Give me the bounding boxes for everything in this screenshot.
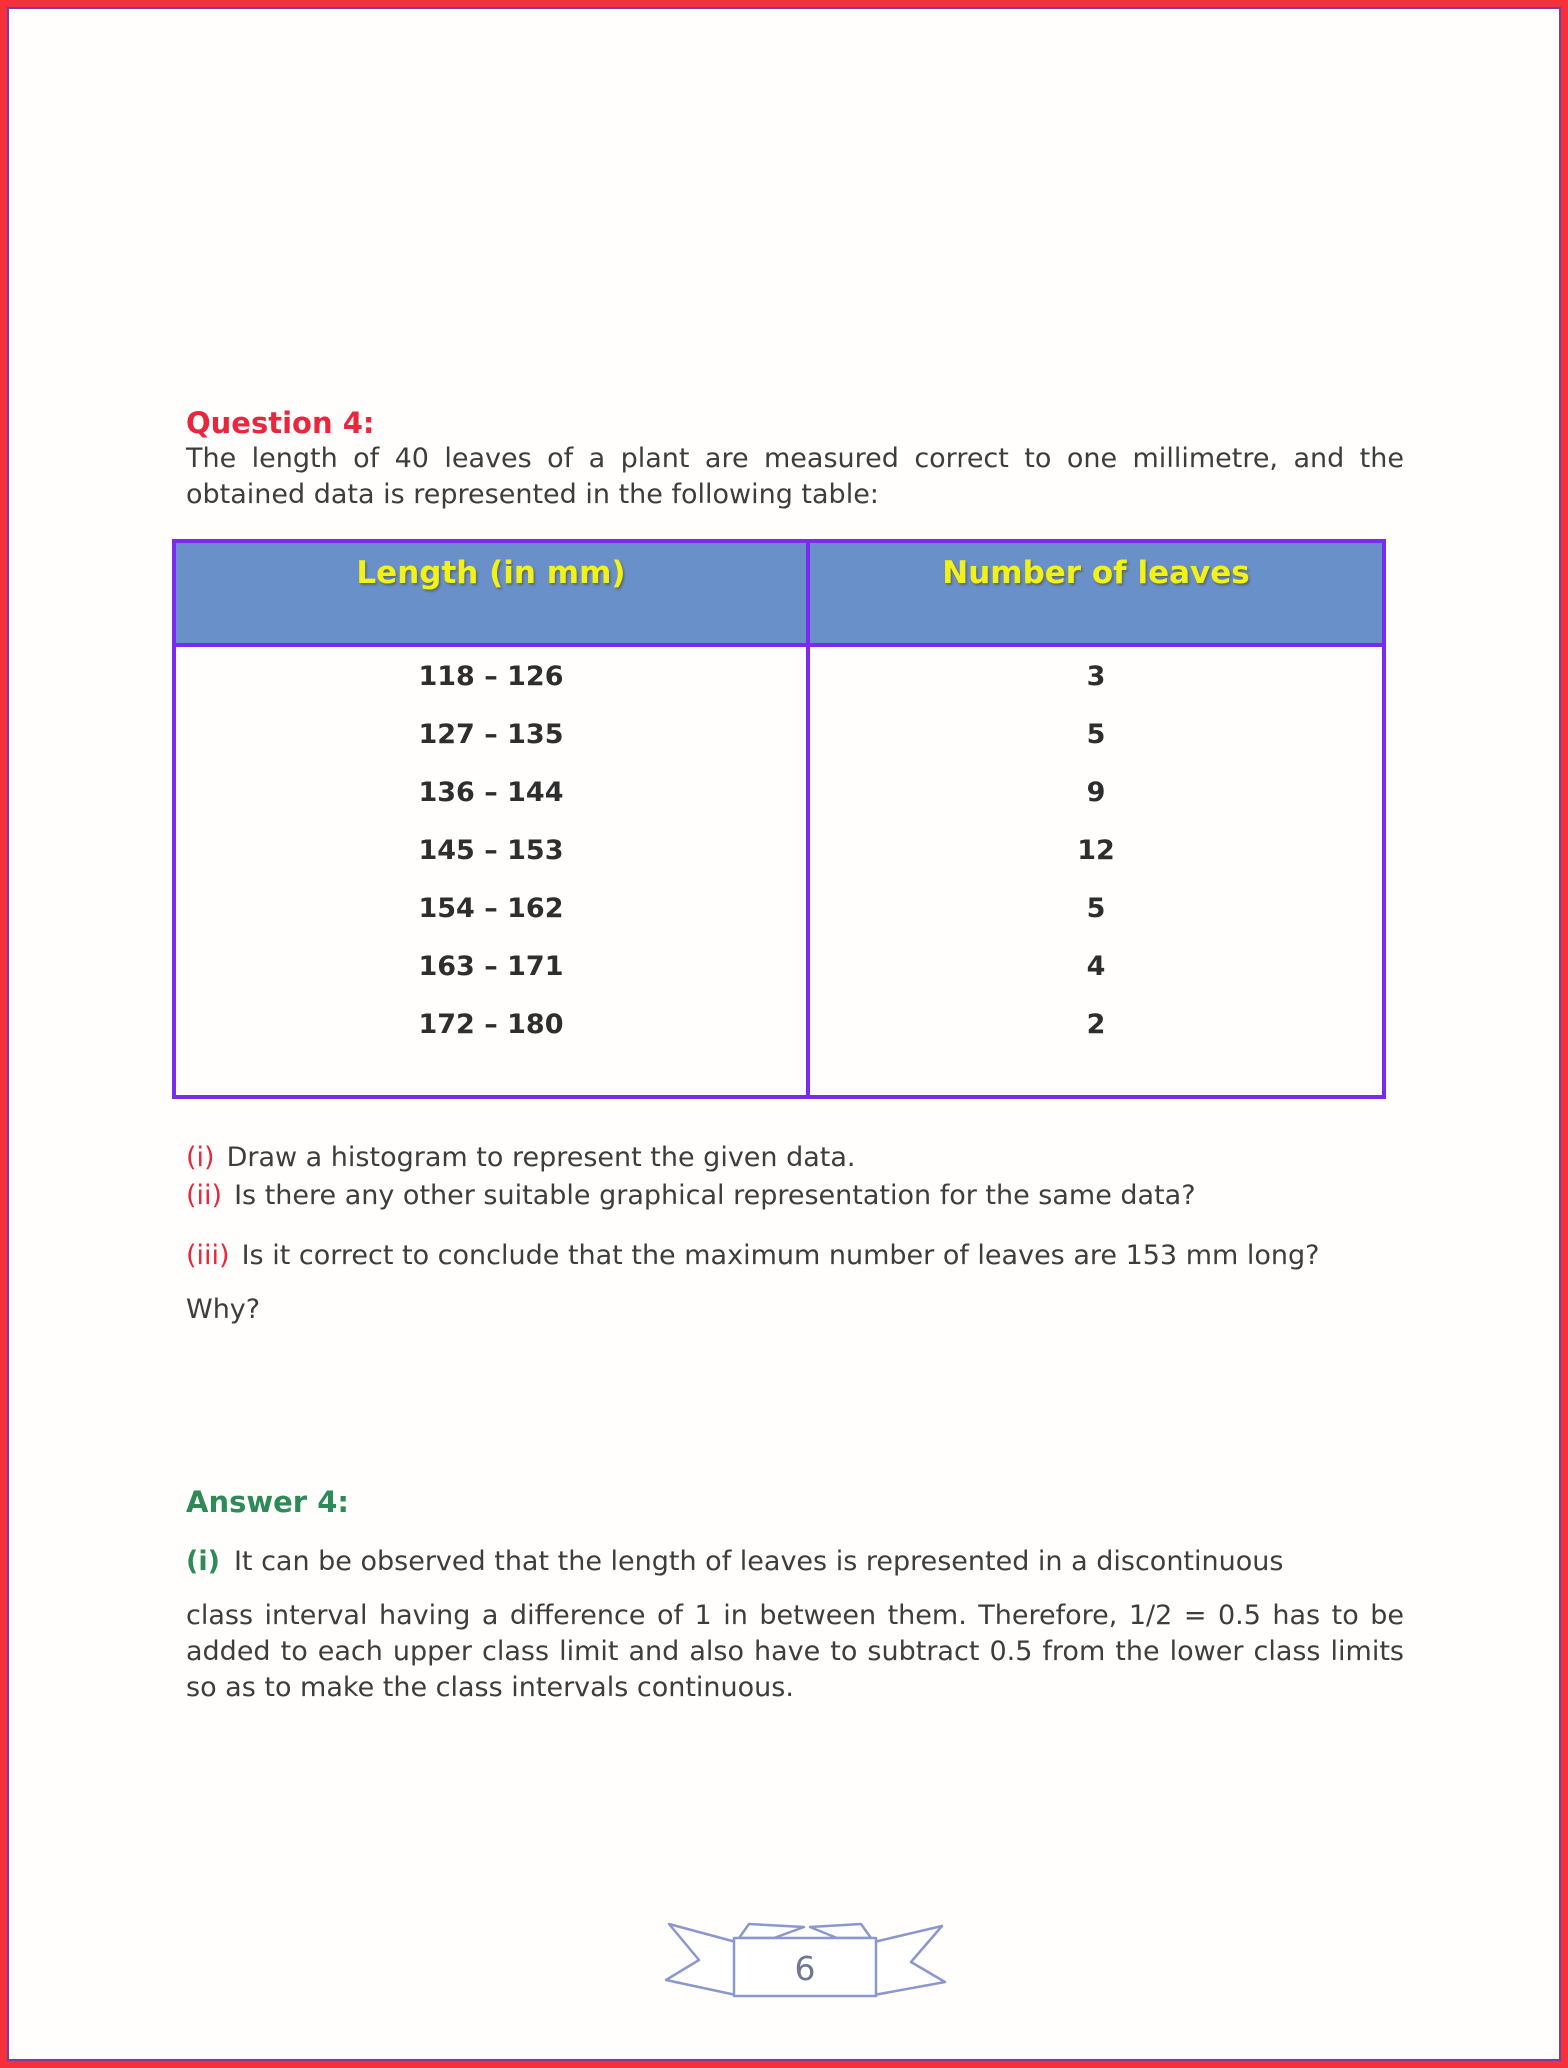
subquestion-iii-text: Is it correct to conclude that the maximum number of leaves are 153 mm long? <box>241 1240 1320 1271</box>
cell-range: 145 – 153 <box>174 821 808 879</box>
cell-count: 5 <box>808 705 1384 763</box>
table-spacer-cell <box>174 1053 808 1097</box>
table-spacer-cell <box>808 1053 1384 1097</box>
cell-range: 127 – 135 <box>174 705 808 763</box>
table-row <box>174 645 1384 705</box>
answer-body: class interval having a difference of 1 in between them. Therefore, 1/2 = 0.5 has to be added to each upper class limit and also have to subtract 0.5 from the lower class limits so as to make the class intervals continuous. <box>186 1600 1404 1703</box>
subquestion-ii-text: Is there any other suitable graphical representation for the same data? <box>234 1180 1196 1211</box>
ribbon-right-fold <box>810 1924 871 1938</box>
table-row <box>174 879 1384 937</box>
subquestion-i-label: (i) <box>186 1142 215 1173</box>
cell-count: 12 <box>808 821 1384 879</box>
page-inner-border <box>7 7 1561 2061</box>
subquestion-iii-label: (iii) <box>186 1240 230 1271</box>
answer-heading: Answer 4: <box>186 1485 349 1519</box>
answer-intro-text: It can be observed that the length of leaves is represented in a discontinuous <box>233 1546 1284 1577</box>
table-header-length: Length (in mm) <box>174 541 808 645</box>
question-heading: Question 4: <box>186 406 375 440</box>
ribbon-left-fold <box>739 1924 804 1938</box>
table-header-leaves: Number of leaves <box>808 541 1384 645</box>
ribbon-left-flag <box>666 1924 736 1995</box>
cell-range: 136 – 144 <box>174 763 808 821</box>
subquestion-iii <box>186 1237 1404 1275</box>
table-row <box>174 763 1384 821</box>
subquestion-ii-label: (ii) <box>186 1180 223 1211</box>
cell-range: 154 – 162 <box>174 879 808 937</box>
answer-item-label: (i) <box>186 1546 220 1577</box>
page-number: 6 <box>794 1949 816 1988</box>
cell-range: 118 – 126 <box>174 645 808 705</box>
frequency-table <box>172 539 1386 1099</box>
table-row <box>174 995 1384 1053</box>
answer-intro <box>186 1544 1404 1580</box>
cell-range: 172 – 180 <box>174 995 808 1053</box>
table-spacer-row <box>174 1053 1384 1097</box>
subquestion-list <box>186 1139 1404 1329</box>
subquestion-i <box>186 1139 1404 1177</box>
table-header-row <box>174 541 1384 645</box>
cell-count: 3 <box>808 645 1384 705</box>
why-line: Why? <box>186 1294 261 1325</box>
question-text: The length of 40 leaves of a plant are measured correct to one millimetre, and the obtained data is represented in the following table: <box>186 443 1404 510</box>
table-row <box>174 705 1384 763</box>
table-row <box>174 937 1384 995</box>
table-row <box>174 821 1384 879</box>
page-number-ribbon <box>659 1918 959 2013</box>
cell-count: 5 <box>808 879 1384 937</box>
subquestion-ii <box>186 1177 1404 1215</box>
ribbon-right-flag <box>874 1926 945 1995</box>
subquestion-i-text: Draw a histogram to represent the given data. <box>226 1142 856 1173</box>
cell-count: 4 <box>808 937 1384 995</box>
cell-count: 2 <box>808 995 1384 1053</box>
cell-range: 163 – 171 <box>174 937 808 995</box>
cell-count: 9 <box>808 763 1384 821</box>
page-content <box>9 9 1559 1706</box>
